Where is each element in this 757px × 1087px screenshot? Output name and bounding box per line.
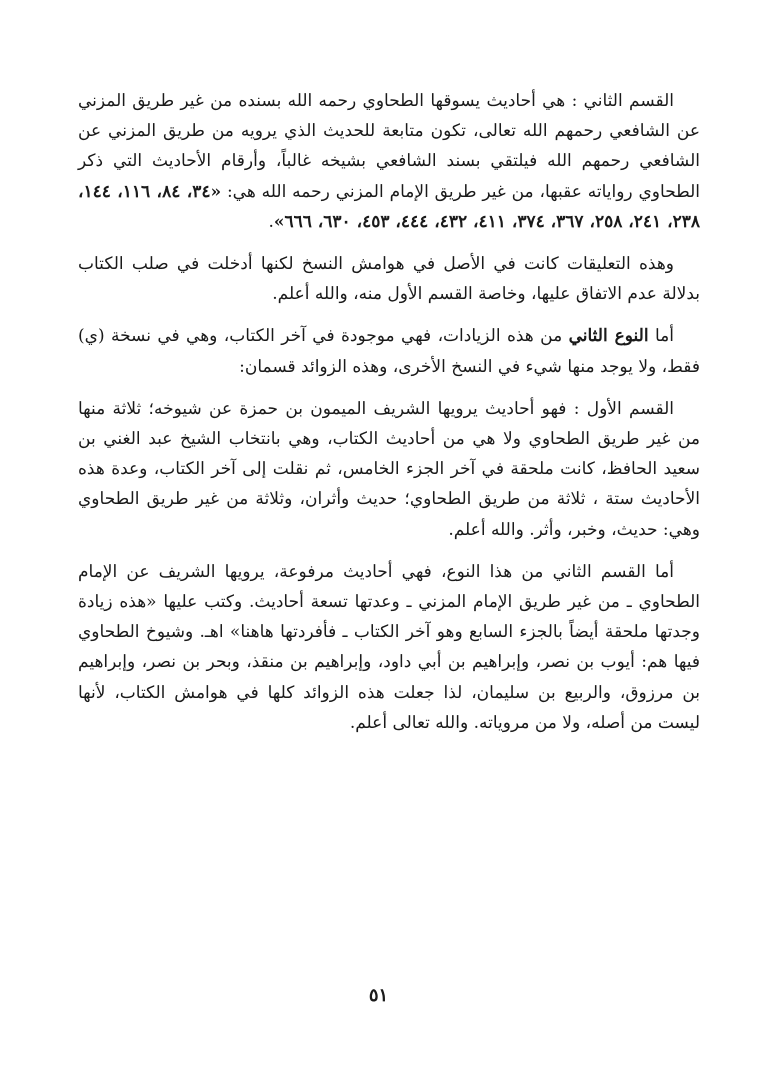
paragraph-annotations: وهذه التعليقات كانت في الأصل في هوامش النسخ لكنها أدخلت في صلب الكتاب بدلالة عدم الاتفاق عليها، وخاصة القسم الأول منه، والله أعلم. [78,254,700,305]
paragraph-second-type-prefix: أما [648,326,675,347]
paragraph-section-two [78,86,700,237]
paragraph-section-two-text: القسم الثاني : هي أحاديث يسوقها الطحاوي رحمه الله بسنده من غير طريق المزني عن الشافعي رحمهم الله تعالى، تكون متابعة للحديث الذي يرويه من طريق المزني عن الشافعي رحمهم الله فيلتقي بسند الشافعي بشيخه غالباً، وأرقام الأحاديث التي ذكر الطحاوي رواياته عقبها، من غير طريق الإمام المزني رحمه الله هي: [78,91,701,202]
paragraph-second-part: أما القسم الثاني من هذا النوع، فهي أحاديث مرفوعة، يرويها الشريف عن الإمام الطحاوي ـ من غير طريق الإمام المزني ـ وعدتها تسعة أحاديث. وكتب عليها «هذه زيادة وجدتها ملحقة أيضاً بالجزء السابع وهو آخر الكتاب ـ فأفردتها هاهنا» اهـ. وشيوخ الطحاوي فيها هم: أيوب بن نصر، وإبراهيم بن أبي داود، وإبراهيم بن منقذ، وبحر بن نصر، وإبراهيم بن مرزوق، والربيع بن سليمان، لذا جعلت هذه الزوائد كلها في هوامش الكتاب، لأنها ليست من أصله، ولا من مروياته. والله تعالى أعلم. [78,561,700,733]
paragraph-second-type-text: من هذه الزيادات، فهي موجودة في آخر الكتاب، وهي في نسخة (ي) فقط، ولا يوجد منها شيء في النسخ الأخرى، وهذه الزوائد قسمان: [78,326,700,377]
paragraph-second-type [78,321,700,381]
body-text [78,86,700,750]
page-number: ٥١ [368,985,389,1006]
hadith-numbers-list: «٣٤، ٨٤، ١١٦، ١٤٤، ٢٣٨، ٢٤١، ٢٥٨، ٣٦٧، ٣٧٤، ٤١١، ٤٣٢، ٤٤٤، ٤٥٣، ٦٣٠، ٦٦٦» [78,181,700,232]
paragraph-first-part: القسم الأول : فهو أحاديث يرويها الشريف الميمون بن حمزة عن شيوخه؛ ثلاثة منها من غير طريق الطحاوي ولا هي من أحاديث الكتاب، وهي بانتخاب الشيخ عبد الغني بن سعيد الحافظ، كانت ملحقة في آخر الجزء الخامس، ثم نقلت إلى آخر الكتاب، وعدة هذه الأحاديث ستة ، ثلاثة من طريق الطحاوي؛ حديث وأثران، وثلاثة من غير طريق الطحاوي وهي: حديث، وخبر، وأثر. والله أعلم. [78,398,700,540]
paragraph-section-two-end: . [268,211,274,232]
second-type-heading: النوع الثاني [568,326,649,347]
